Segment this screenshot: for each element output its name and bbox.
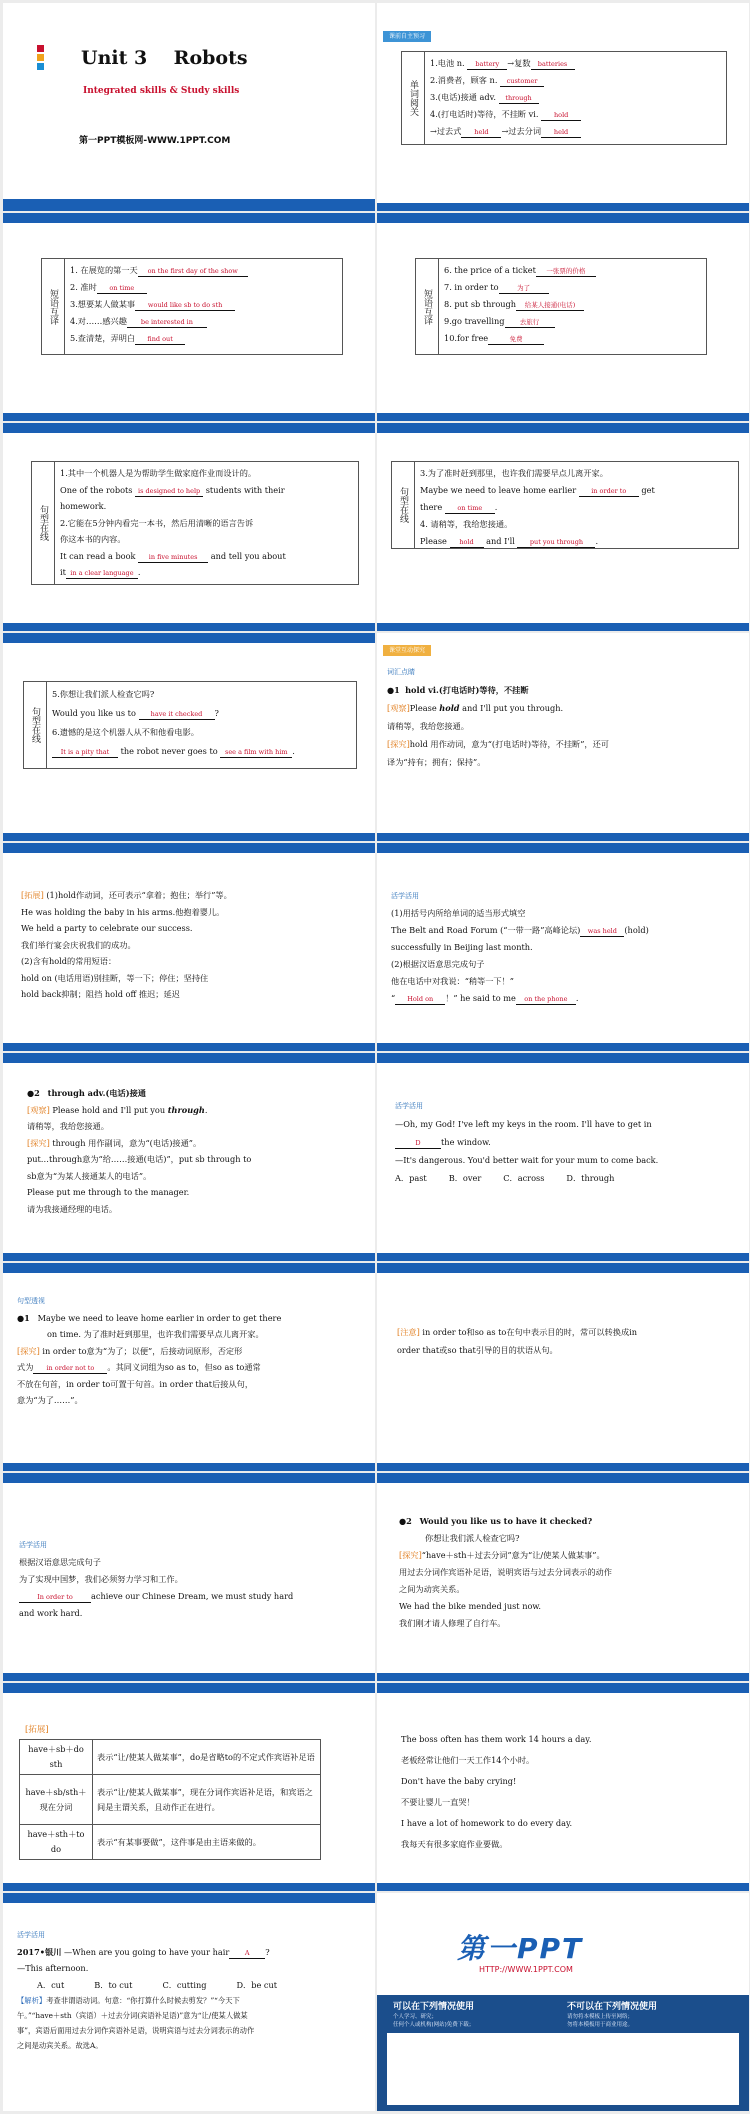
slide-sentences-2: 句型在线 3.为了准时赶到那里，也许我们需要早点儿离开家。 Maybe we need to leave home earlier in order to get there on time . 4. 请稍等，我给您接通。 Please hold and I'll put you through . [377, 423, 749, 631]
slide-hold-extend: [拓展] (1)hold作动词，还可表示“拿着；抱住；举行”等。 He was holding the baby in his arms.他抱着婴儿。 We held a party to celebrate our success. 我们举行宴会庆祝我们的成功。 (2)含有hold的常用短语： hold on (电话用语)别挂断，等一下；停住；坚持住 hold back抑制；阻挡 hold off 推迟；延迟 [3, 843, 375, 1051]
slide-have-extend: [拓展] have＋sb＋do sth 表示“让/使某人做某事”，do是省略to的不定式作宾语补足语 have＋sb/sth＋现在分词 表示“让/使某人做某事”，现在分词作宾语补足语，和宾语之间是主谓关系，且动作正在进行。 have＋sth＋to do 表示“有某事要做”，这件事是由主语来做的。 [3, 1683, 375, 1891]
slide-pattern-inorderto: 句型透视 ●1 Maybe we need to leave home earlier in order to get there on time. 为了准时赶到那里，也许我们需要早点儿离开家。 [探究] in order to意为“为了；以便”，后接动词原形，否定形 式为 in order not to 。其同义词组为so as to，但so as to通常 不放在句首，in order to可置于句首。in order that后接从句， 意为“为了……”。 [3, 1263, 375, 1471]
page-title: Unit 3 Robots [81, 47, 248, 69]
slide-sentences-3: 句型在线 5.你想让我们派人检查它吗? Would you like us to have it checked ? 6.遗憾的是这个机器人从不和他看电影。 It is a pity that the robot never goes to see a film with him . [3, 633, 375, 841]
slide-through-practice: 活学活用 —Oh, my God! I've left my keys in the room. I'll have to get in D the window. —It's dangerous. You'd better wait for your mum to come back. A．past B．over C．across D．through [377, 1053, 749, 1261]
slide-title [3, 3, 375, 211]
site-label: 第一PPT模板网-WWW.1PPT.COM [79, 136, 231, 146]
side-label: 单词阅关 [402, 52, 425, 144]
logo-url: HTTP://WWW.1PPT.COM [479, 1965, 573, 1974]
slide-ending: 第一PPT HTTP://WWW.1PPT.COM 可以在下列情况使用 不可以在下列情况使用 个人学习、研究； 任何个人或机构(网站)免费下载； 请勿将本模板上传至网络； 勿将本模板用于商业用途。 [377, 1893, 749, 2111]
subtitle: Integrated skills & Study skills [83, 86, 240, 96]
slide-phrases-1: 短语互译 1. 在展览的第一天 on the first day of the show 2. 准时 on time 3.想要某人做某事 would like sb to do sth 4.对……感兴趣 be interested in 5.查清楚，弄明白 find out [3, 213, 375, 421]
slide-sentences-1: 句型在线 1.其中一个机器人是为帮助学生做家庭作业而设计的。 One of the robots is designed to help students with their homework. 2.它能在5分钟内看完一本书，然后用清晰的语言告诉 你这本书的内容。 It can read a book in five minutes and tell you about it in a clear language . [3, 423, 375, 631]
slide-have-practice: 活学活用 2017•银川 —When are you going to have your hair A ? —This afternoon. A．cut B．to cut C．cutting D．be cut 【解析】考查非谓语动词。句意：“你打算什么时候去剪发？”“今天下 午。”“have＋sth（宾语）＋过去分词(宾语补足语)”意为“让/使某人做某 事”，宾语后面用过去分词作宾语补足语，说明宾语与过去分词表示的动作 之间是动宾关系。故选A。 [3, 1893, 375, 2111]
slide-inorderto-note: [注意] in order to和so as to在句中表示目的时，常可以转换成in order that或so that引导的目的状语从句。 [377, 1263, 749, 1471]
slide-have-examples: The boss often has them work 14 hours a day. 老板经常让他们一天工作14个小时。 Don't have the baby crying! 不要让婴儿一直哭！ I have a lot of homework to do every day. 我每天有很多家庭作业要做。 [377, 1683, 749, 1891]
logo: 第一PPT [457, 1932, 584, 1965]
slide-words: 课前自主预习 单词阅关 1.电池 n. battery →复数 batteries 2.消费者，顾客 n. customer 3.(电话)接通 adv. through 4.(打电话时)等待，不挂断 vi. hold →过去式 held →过去分词 held [377, 3, 749, 211]
slide-vocab-hold: 课堂互动探究 词汇点睛 ●1 hold vi.(打电话时)等待，不挂断 [观察]Please hold and I'll put you through. 请稍等，我给您接通。 [探究]hold 用作动词，意为“(打电话时)等待，不挂断”，还可 译为“持有；拥有；保持”。 [377, 633, 749, 841]
section-tag: 课前自主预习 [383, 31, 431, 42]
slide-vocab-through: ●2 through adv.(电话)接通 [观察] Please hold and I'll put you through. 请稍等，我给您接通。 [探究] through 用作副词，意为“(电话)接通”。 put…through意为“给……接通(电话)”，put sb through to sb意为“为某人接通某人的电话”。 Please put me through to the manager. 请为我接通经理的电话。 [3, 1053, 375, 1261]
slide-inorderto-practice: 活学活用 根据汉语意思完成句子 为了实现中国梦，我们必须努力学习和工作。 In order to achieve our Chinese Dream, we must study hard and work hard. [3, 1473, 375, 1681]
slide-hold-practice: 活学活用 (1)用括号内所给单词的适当形式填空 The Belt and Road Forum (“一带一路”高峰论坛) was held (hold) successfully in Beijing last month. (2)根据汉语意思完成句子 他在电话中对我说：“稍等一下！” “ Hold on ！” he said to me on the phone . [377, 843, 749, 1051]
slide-phrases-2: 短语互译 6. the price of a ticket 一张票的价格 7. in order to 为了 8. put sb through 给某人接通(电话) 9.go travelling 去旅行 10.for free 免费 [377, 213, 749, 421]
usage-table: have＋sb＋do sth 表示“让/使某人做某事”，do是省略to的不定式作宾语补足语 have＋sb/sth＋现在分词 表示“让/使某人做某事”，现在分词作宾语补足语，和宾语之间是主谓关系，且动作正在进行。 have＋sth＋to do 表示“有某事要做”，这件事是由主语来做的。 [19, 1739, 321, 1860]
slide-pattern-have: ●2 Would you like us to have it checked? 你想让我们派人检查它吗? [探究]“have＋sth＋过去分词”意为“让/使某人做某事”。 用过去分词作宾语补足语，说明宾语与过去分词表示的动作 之间为动宾关系。 We had the bike mended just now. 我们刚才请人修理了自行车。 [377, 1473, 749, 1681]
